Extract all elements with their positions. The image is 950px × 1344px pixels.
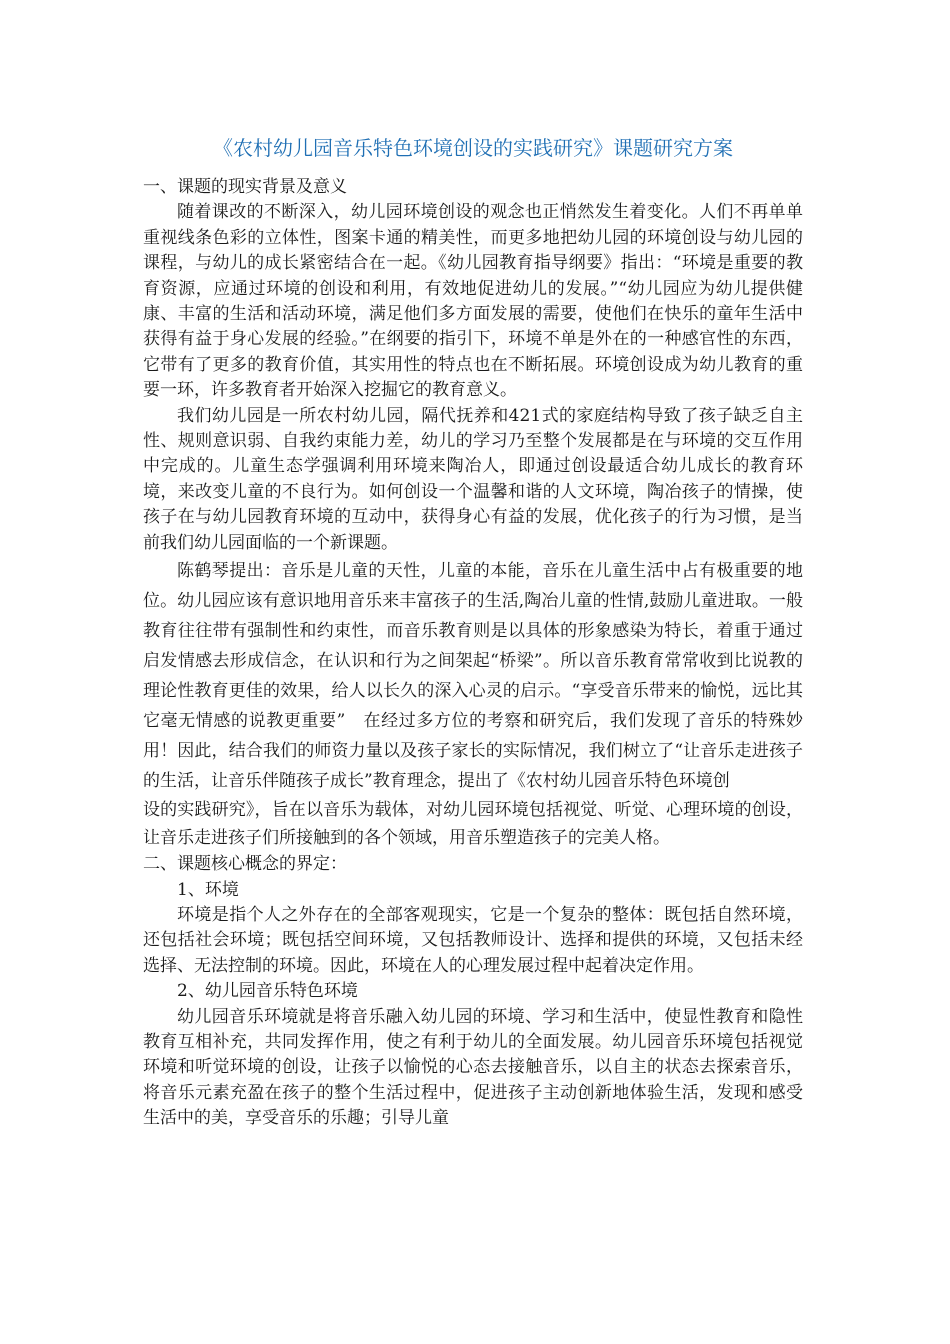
paragraph-music-environment-definition: 幼儿园音乐环境就是将音乐融入幼儿园的环境、学习和生活中，使显性教育和隐性教育互相补充，共同发挥作用，使之有利于幼儿的全面发展。幼儿园音乐环境包括视觉环境和听觉环境的创设，让孩子以愉悦的心态去接触音乐，以自主的状态去探索音乐，将音乐元素充盈在孩子的整个生活过程中，促进孩子主动创新地体验生活，发现和感受生活中的美，享受音乐的乐趣；引导儿童 <box>143 1006 803 1129</box>
subheading-environment: 1、环境 <box>177 879 239 900</box>
section-heading-core-concepts: 二、课题核心概念的界定： <box>143 854 347 875</box>
subheading-music-environment: 2、幼儿园音乐特色环境 <box>177 981 358 1002</box>
paragraph-music-education: 陈鹤琴提出：音乐是儿童的天性，儿童的本能，音乐在儿童生活中占有极重要的地位。幼儿园应该有意识地用音乐来丰富孩子的生活,陶冶儿童的性情,鼓励儿童进取。一般教育往往带有强制性和约束性，而音乐教育则是以具体的形象感染为特长，着重于通过启发情感去形成信念，在认识和行为之间架起“桥梁”。所以音乐教育常常收到比说教的理论性教育更佳的效果，给人以长久的深入心灵的启示。“享受音乐带来的愉悦，远比其它毫无情感的说教更重要” 在经过多方位的考察和研究后，我们发现了音乐的特殊妙用！因此，结合我们的师资力量以及孩子家长的实际情况，我们树立了“让音乐走进孩子的生活，让音乐伴随孩子成长”教育理念，提出了《农村幼儿园音乐特色环境创 <box>143 561 803 792</box>
paragraph-rural-kindergarten: 我们幼儿园是一所农村幼儿园，隔代抚养和421式的家庭结构导致了孩子缺乏自主性、规则意识弱、自我约束能力差，幼儿的学习乃至整个发展都是在与环境的交互作用中完成的。儿童生态学强调利用环境来陶冶人，即通过创设最适合幼儿成长的教育环境，来改变儿童的不良行为。如何创设一个温馨和谐的人文环境，陶冶孩子的情操，使孩子在与幼儿园教育环境的互动中，获得身心有益的发展，优化孩子的行为习惯，是当前我们幼儿园面临的一个新课题。 <box>143 405 803 553</box>
document-title: 《农村幼儿园音乐特色环境创设的实践研究》课题研究方案 <box>213 136 733 160</box>
paragraph-curriculum-reform: 随着课改的不断深入，幼儿园环境创设的观念也正悄然发生着变化。人们不再单单重视线条色彩的立体性，图案卡通的精美性，而更多地把幼儿园的环境创设与幼儿园的课程，与幼儿的成长紧密结合在一起。《幼儿园教育指导纲要》指出：“环境是重要的教育资源，应通过环境的创设和利用，有效地促进幼儿的发展。”“幼儿园应为幼儿提供健康、丰富的生活和活动环境，满足他们多方面发展的需要，使他们在快乐的童年生活中获得有益于身心发展的经验。”在纲要的指引下，环境不单是外在的一种感官性的东西，它带有了更多的教育价值，其实用性的特点也在不断拓展。环境创设成为幼儿教育的重要一环，许多教育者开始深入挖掘它的教育意义。 <box>143 202 803 401</box>
section-heading-background: 一、课题的现实背景及意义 <box>143 177 347 197</box>
paragraph-research-goal: 设的实践研究》，旨在以音乐为载体，对幼儿园环境包括视觉、听觉、心理环境的创设，让音乐走进孩子们所接触到的各个领域，用音乐塑造孩子的完美人格。 <box>143 800 803 849</box>
paragraph-environment-definition: 环境是指个人之外存在的全部客观现实，它是一个复杂的整体：既包括自然环境，还包括社会环境；既包括空间环境，又包括教师设计、选择和提供的环境，又包括未经选择、无法控制的环境。因此，环境在人的心理发展过程中起着决定作用。 <box>143 904 803 976</box>
document-body <box>143 134 803 1132</box>
